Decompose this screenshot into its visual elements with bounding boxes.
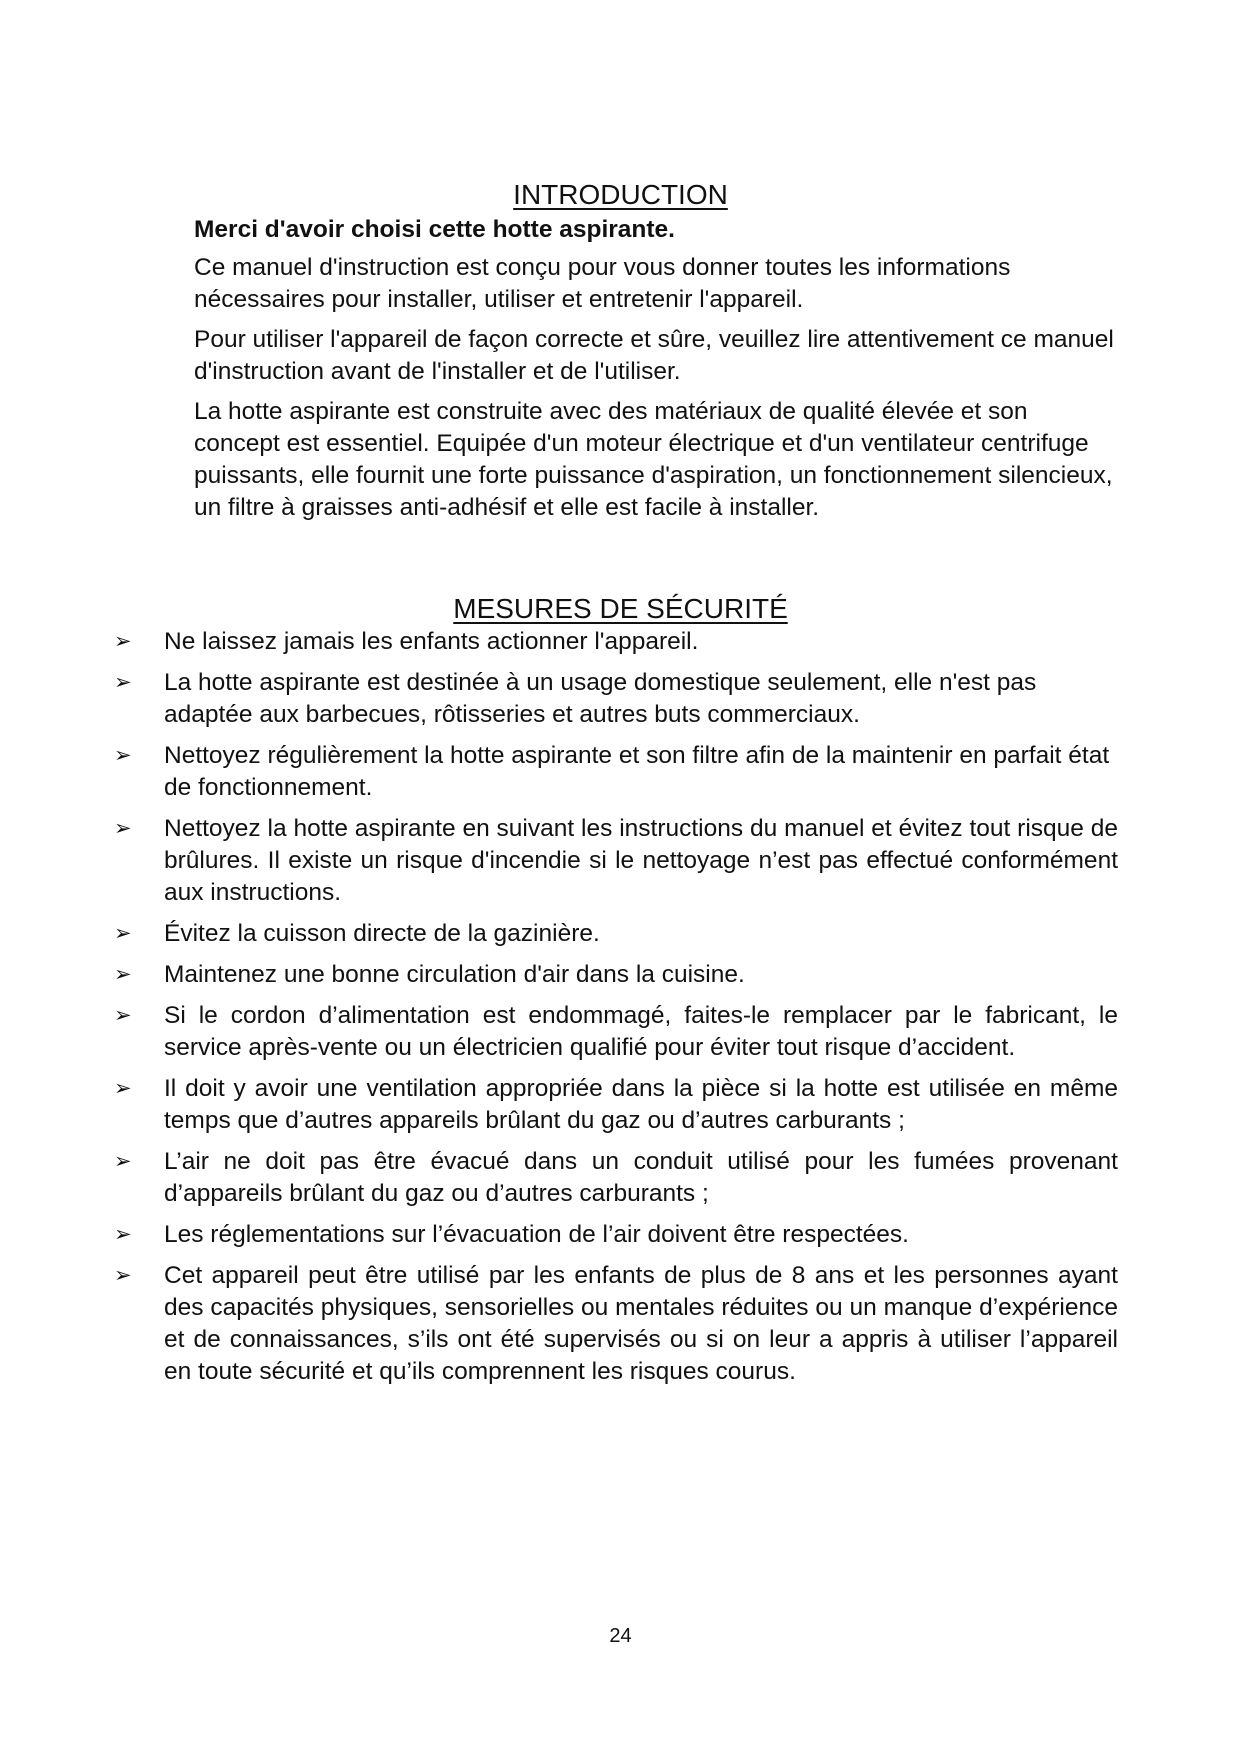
arrowhead-bullet-icon: ➢ <box>114 1223 132 1246</box>
arrowhead-bullet-icon: ➢ <box>114 671 132 694</box>
introduction-heading: INTRODUCTION <box>513 179 728 210</box>
intro-paragraph: La hotte aspirante est construite avec des matériaux de qualité élevée et son concept est essentiel. Equipée d'un moteur électrique et d'un ventilateur centrifuge puissants, elle fournit une forte puissance d'aspiration, un fonctionnement silencieux, un filtre à graisses anti-adhésif et elle est facile à installer. <box>194 398 1113 521</box>
arrowhead-bullet-icon: ➢ <box>114 630 132 653</box>
page-number: 24 <box>609 1625 632 1647</box>
safety-item-text: L’air ne doit pas être évacué dans un conduit utilisé pour les fumées provenant d’appareils brûlant du gaz ou d’autres carburants ; <box>164 1148 1118 1207</box>
list-item <box>114 918 1118 950</box>
safety-item-text: Si le cordon d’alimentation est endommagé, faites-le remplacer par le fabricant, le service après-vente ou un électricien qualifié pour éviter tout risque d’accident. <box>164 1002 1118 1061</box>
safety-item-text: Nettoyez la hotte aspirante en suivant les instructions du manuel et évitez tout risque de brûlures. Il existe un risque d'incendie si le nettoyage n’est pas effectué conformément aux instructions. <box>164 815 1118 906</box>
list-item <box>114 1000 1118 1064</box>
safety-item-text: Il doit y avoir une ventilation appropriée dans la pièce si la hotte est utilisée en même temps que d’autres appareils brûlant du gaz ou d’autres carburants ; <box>164 1075 1118 1134</box>
safety-heading: MESURES DE SÉCURITÉ <box>453 593 788 624</box>
safety-item-text: La hotte aspirante est destinée à un usage domestique seulement, elle n'est pas adaptée aux barbecues, rôtisseries et autres buts commerciaux. <box>164 669 1037 728</box>
arrowhead-bullet-icon: ➢ <box>114 744 132 767</box>
intro-paragraph: Ce manuel d'instruction est conçu pour vous donner toutes les informations nécessaires pour installer, utiliser et entretenir l'appareil. <box>194 254 1011 313</box>
list-item <box>114 813 1118 909</box>
arrowhead-bullet-icon: ➢ <box>114 817 132 840</box>
thanks-line: Merci d'avoir choisi cette hotte aspirante. <box>194 216 675 243</box>
list-item <box>114 626 1118 658</box>
list-item <box>114 959 1118 991</box>
list-item <box>114 1260 1118 1388</box>
list-item <box>114 740 1118 804</box>
safety-item-text: Cet appareil peut être utilisé par les enfants de plus de 8 ans et les personnes ayant des capacités physiques, sensorielles ou mentales réduites ou un manque d’expérience et de connaissances, s’ils ont été supervisés ou si on leur a appris à utiliser l’appareil en toute sécurité et qu’ils comprennent les risques courus. <box>164 1262 1118 1385</box>
arrowhead-bullet-icon: ➢ <box>114 1150 132 1173</box>
arrowhead-bullet-icon: ➢ <box>114 1077 132 1100</box>
introduction-section <box>194 214 1118 532</box>
list-item <box>114 1146 1118 1210</box>
safety-item-text: Nettoyez régulièrement la hotte aspirante et son filtre afin de la maintenir en parfait état de fonctionnement. <box>164 742 1110 801</box>
safety-item-text: Les réglementations sur l’évacuation de l’air doivent être respectées. <box>164 1221 909 1248</box>
safety-item-text: Évitez la cuisson directe de la gazinière. <box>164 920 600 947</box>
safety-list <box>114 626 1118 1397</box>
arrowhead-bullet-icon: ➢ <box>114 963 132 986</box>
intro-paragraph: Pour utiliser l'appareil de façon correcte et sûre, veuillez lire attentivement ce manuel d'instruction avant de l'installer et de l'utiliser. <box>194 326 1114 385</box>
arrowhead-bullet-icon: ➢ <box>114 1004 132 1027</box>
list-item <box>114 1219 1118 1251</box>
safety-item-text: Maintenez une bonne circulation d'air dans la cuisine. <box>164 961 745 988</box>
list-item <box>114 1073 1118 1137</box>
list-item <box>114 667 1118 731</box>
safety-item-text: Ne laissez jamais les enfants actionner l'appareil. <box>164 628 699 655</box>
arrowhead-bullet-icon: ➢ <box>114 922 132 945</box>
arrowhead-bullet-icon: ➢ <box>114 1264 132 1287</box>
